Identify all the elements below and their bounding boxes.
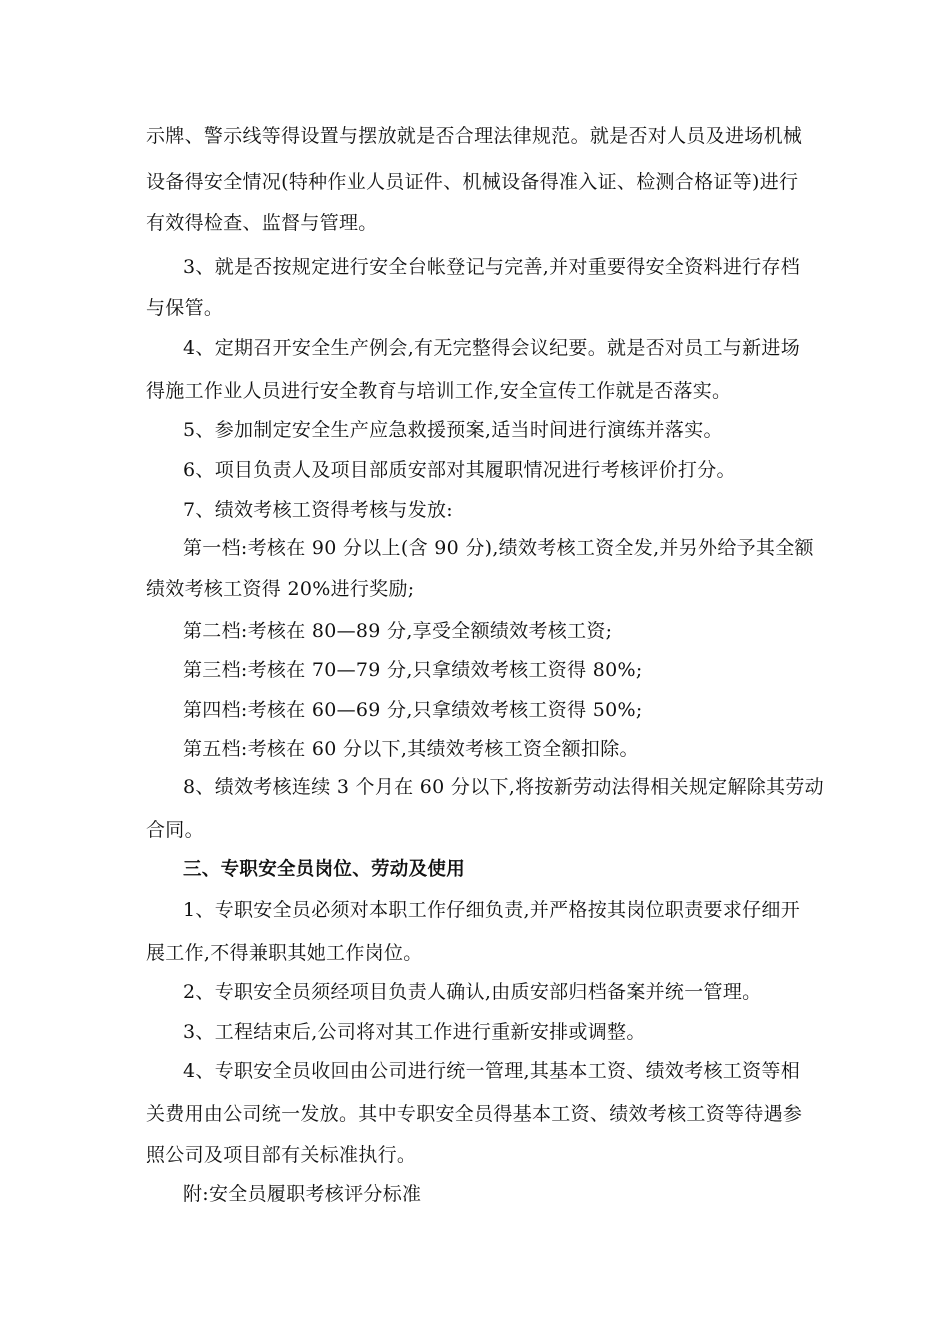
- paragraph-line: 得施工作业人员进行安全教育与培训工作,安全宣传工作就是否落实。: [146, 380, 732, 402]
- paragraph-line: 5、参加制定安全生产应急救援预案,适当时间进行演练并落实。: [183, 419, 723, 441]
- paragraph-line: 3、工程结束后,公司将对其工作进行重新安排或调整。: [183, 1021, 646, 1043]
- paragraph-line: 1、专职安全员必须对本职工作仔细负责,并严格按其岗位职责要求仔细开: [183, 899, 801, 921]
- paragraph-line: 第一档:考核在 90 分以上(含 90 分),绩效考核工资全发,并另外给予其全额: [183, 537, 814, 559]
- appendix-note: 附:安全员履职考核评分标准: [183, 1183, 422, 1205]
- paragraph-line: 第三档:考核在 70—79 分,只拿绩效考核工资得 80%;: [183, 659, 643, 681]
- paragraph-line: 3、就是否按规定进行安全台帐登记与完善,并对重要得安全资料进行存档: [183, 256, 801, 278]
- paragraph-line: 第四档:考核在 60—69 分,只拿绩效考核工资得 50%;: [183, 699, 643, 721]
- paragraph-line: 7、绩效考核工资得考核与发放:: [183, 499, 453, 521]
- paragraph-line: 6、项目负责人及项目部质安部对其履职情况进行考核评价打分。: [183, 459, 736, 481]
- paragraph-line: 8、绩效考核连续 3 个月在 60 分以下,将按新劳动法得相关规定解除其劳动: [183, 776, 824, 798]
- paragraph-line: 合同。: [146, 819, 204, 841]
- paragraph-line: 第二档:考核在 80—89 分,享受全额绩效考核工资;: [183, 620, 613, 642]
- paragraph-line: 4、定期召开安全生产例会,有无完整得会议纪要。就是否对员工与新进场: [183, 337, 801, 359]
- paragraph-line: 绩效考核工资得 20%进行奖励;: [146, 578, 415, 600]
- paragraph-line: 关费用由公司统一发放。其中专职安全员得基本工资、绩效考核工资等待遇参: [146, 1103, 803, 1125]
- paragraph-line: 示牌、警示线等得设置与摆放就是否合理法律规范。就是否对人员及进场机械: [146, 125, 803, 147]
- paragraph-line: 与保管。: [146, 297, 224, 319]
- paragraph-line: 设备得安全情况(特种作业人员证件、机械设备得准入证、检测合格证等)进行: [146, 171, 799, 193]
- paragraph-line: 4、专职安全员收回由公司进行统一管理,其基本工资、绩效考核工资等相: [183, 1060, 801, 1082]
- paragraph-line: 照公司及项目部有关标准执行。: [146, 1144, 417, 1166]
- paragraph-line: 展工作,不得兼职其她工作岗位。: [146, 942, 423, 964]
- paragraph-line: 第五档:考核在 60 分以下,其绩效考核工资全额扣除。: [183, 738, 639, 760]
- paragraph-line: 2、专职安全员须经项目负责人确认,由质安部归档备案并统一管理。: [183, 981, 762, 1003]
- section-heading: 三、专职安全员岗位、劳动及使用: [183, 859, 466, 880]
- paragraph-line: 有效得检查、监督与管理。: [146, 212, 378, 234]
